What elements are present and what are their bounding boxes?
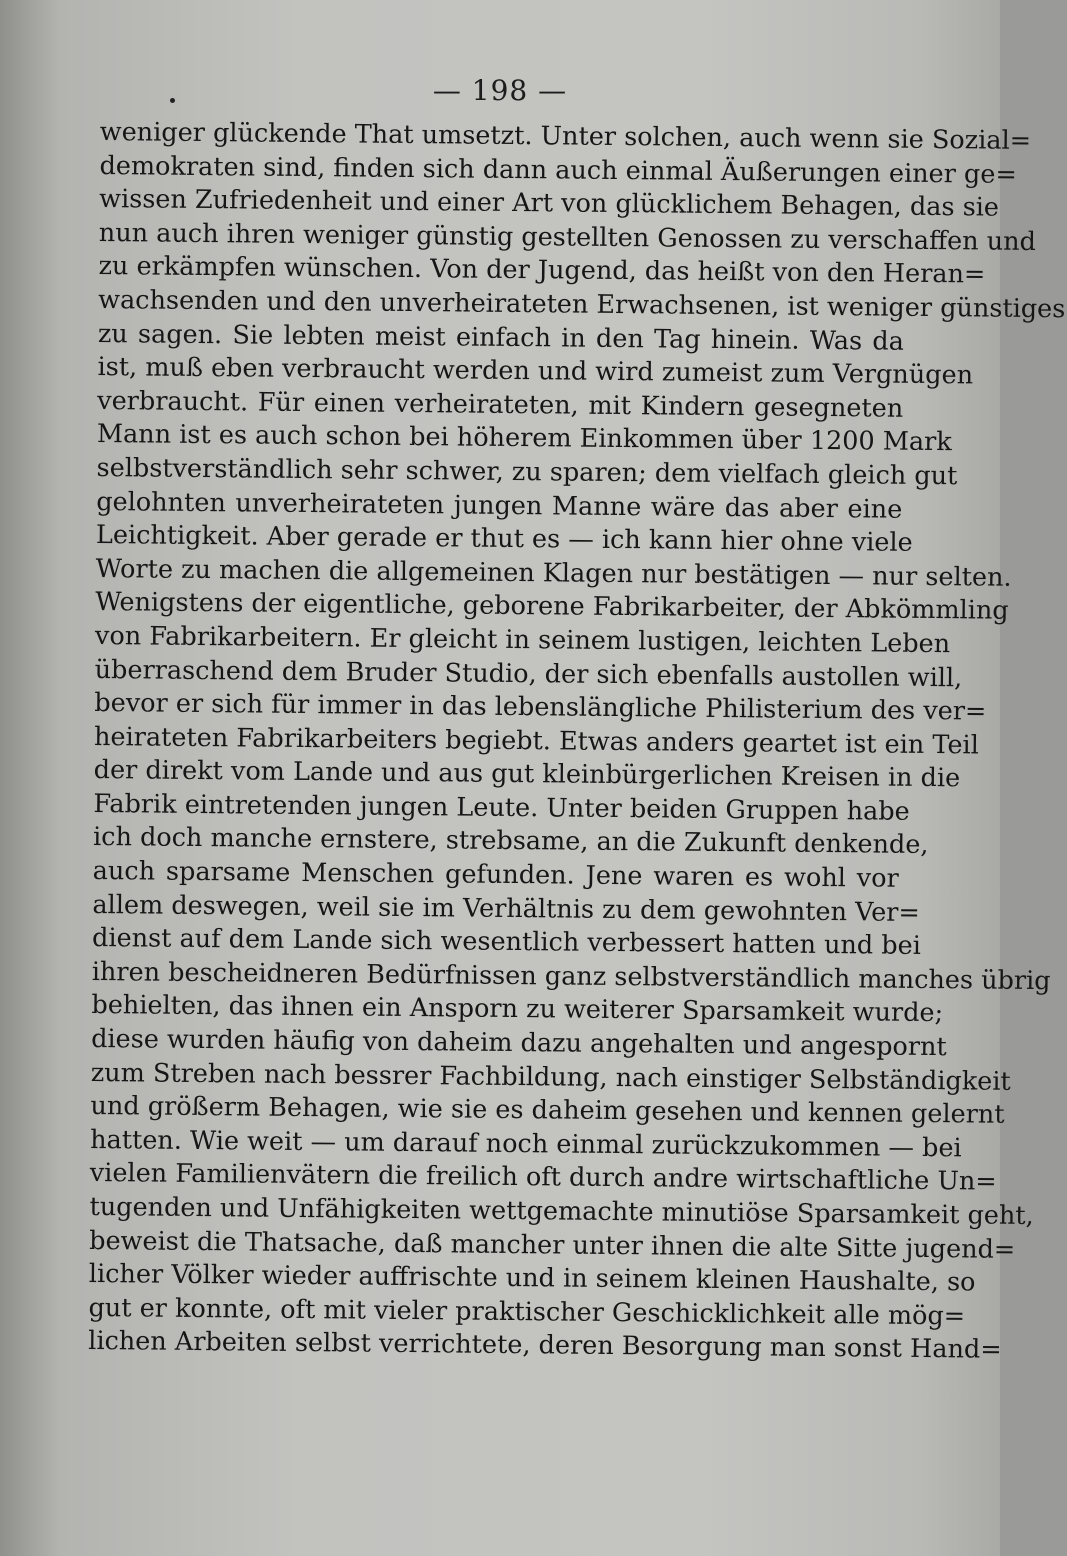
text-line: zu erkämpfen wünschen. Von der Jugend, das heißt von den Heran= xyxy=(98,251,986,290)
text-line: gelohnten unverheirateten jungen Manne wäre das aber eine xyxy=(96,486,903,525)
text-line: ist, muß eben verbraucht werden und wird zumeist zum Vergnügen xyxy=(97,352,974,391)
text-line: verbraucht. Für einen verheirateten, mit Kindern gesegneten xyxy=(97,385,904,424)
text-line: von Fabrikarbeitern. Er gleicht in seinem lustigen, leichten Leben xyxy=(94,620,951,660)
text-line: beweist die Thatsache, daß mancher unter ihnen die alte Sitte jugend= xyxy=(89,1225,1016,1265)
text-line: wachsenden und den unverheirateten Erwachsenen, ist weniger günstiges xyxy=(98,284,1066,325)
text-line: bevor er sich für immer in das lebenslängliche Philisterium des ver= xyxy=(94,688,987,727)
text-line: behielten, das ihnen ein Ansporn zu weiterer Sparsamkeit wurde; xyxy=(91,990,944,1029)
text-line: lichen Arbeiten selbst verrichtete, deren Besorgung man sonst Hand= xyxy=(88,1326,1002,1366)
text-line: licher Völker wieder auffrischte und in seinem kleinen Haushalte, so xyxy=(88,1259,976,1298)
text-line: und größerm Behagen, wie sie es daheim gesehen und kennen gelernt xyxy=(90,1091,1005,1130)
text-line: dienst auf dem Lande sich wesentlich verbessert hatten und bei xyxy=(91,923,922,962)
text-line: auch sparsame Menschen gefunden. Jene waren es wohl vor xyxy=(92,856,899,894)
text-line: selbstverständlich sehr schwer, zu sparen; dem vielfach gleich gut xyxy=(96,452,958,492)
text-line: vielen Familienvätern die freilich oft durch andre wirtschaftliche Un= xyxy=(89,1158,997,1198)
text-line: zum Streben nach bessrer Fachbildung, nach einstiger Selbständigkeit xyxy=(90,1057,1011,1097)
text-line: diese wurden häufig von daheim dazu angehalten und angespornt xyxy=(90,1023,947,1063)
text-line: Mann ist es auch schon bei höherem Einkommen über 1200 Mark xyxy=(96,419,952,458)
text-line: ich doch manche ernstere, strebsame, an die Zukunft denkende, xyxy=(92,822,929,861)
text-line: wissen Zufriedenheit und einer Art von glücklichem Behagen, das sie xyxy=(99,184,1000,223)
page-number: — 198 — xyxy=(432,74,568,107)
ink-speck xyxy=(170,98,175,103)
text-line: allem deswegen, weil sie im Verhältnis zu dem gewohnten Ver= xyxy=(92,889,920,928)
body-text xyxy=(88,116,1066,1367)
text-line: zu sagen. Sie lebten meist einfach in den Tag hinein. Was da xyxy=(97,318,905,357)
text-line: Worte zu machen die allgemeinen Klagen nur bestätigen — nur selten. xyxy=(95,553,1012,593)
text-line: weniger glückende That umsetzt. Unter solchen, auch wenn sie Sozial= xyxy=(99,116,1032,156)
text-line: tugenden und Unfähigkeiten wettgemachte minutiöse Sparsamkeit geht, xyxy=(89,1191,1034,1232)
text-line: nun auch ihren weniger günstig gestellten Genossen zu verschaffen und xyxy=(98,217,1037,257)
text-line: Leichtigkeit. Aber gerade er thut es — ich kann hier ohne viele xyxy=(95,520,913,558)
text-line: Fabrik eintretenden jungen Leute. Unter beiden Gruppen habe xyxy=(93,788,910,827)
text-line: der direkt vom Lande und aus gut kleinbürgerlichen Kreisen in die xyxy=(93,755,961,794)
text-line: gut er konnte, oft mit vieler praktischer Geschicklichkeit alle mög= xyxy=(88,1292,966,1332)
text-line: Wenigstens der eigentliche, geborene Fabrikarbeiter, der Abkömmling xyxy=(95,587,1009,627)
text-line: heirateten Fabrikarbeiters begiebt. Etwas anders geartet ist ein Teil xyxy=(93,721,979,761)
text-line: hatten. Wie weit — um darauf noch einmal zurückzukommen — bei xyxy=(90,1124,962,1164)
text-line: überraschend dem Bruder Studio, der sich ebenfalls austollen will, xyxy=(94,654,963,693)
text-line: demokraten sind, finden sich dann auch einmal Äußerungen einer ge= xyxy=(99,150,1017,190)
text-line: ihren bescheidneren Bedürfnissen ganz selbstverständlich manches übrig xyxy=(91,956,1051,997)
